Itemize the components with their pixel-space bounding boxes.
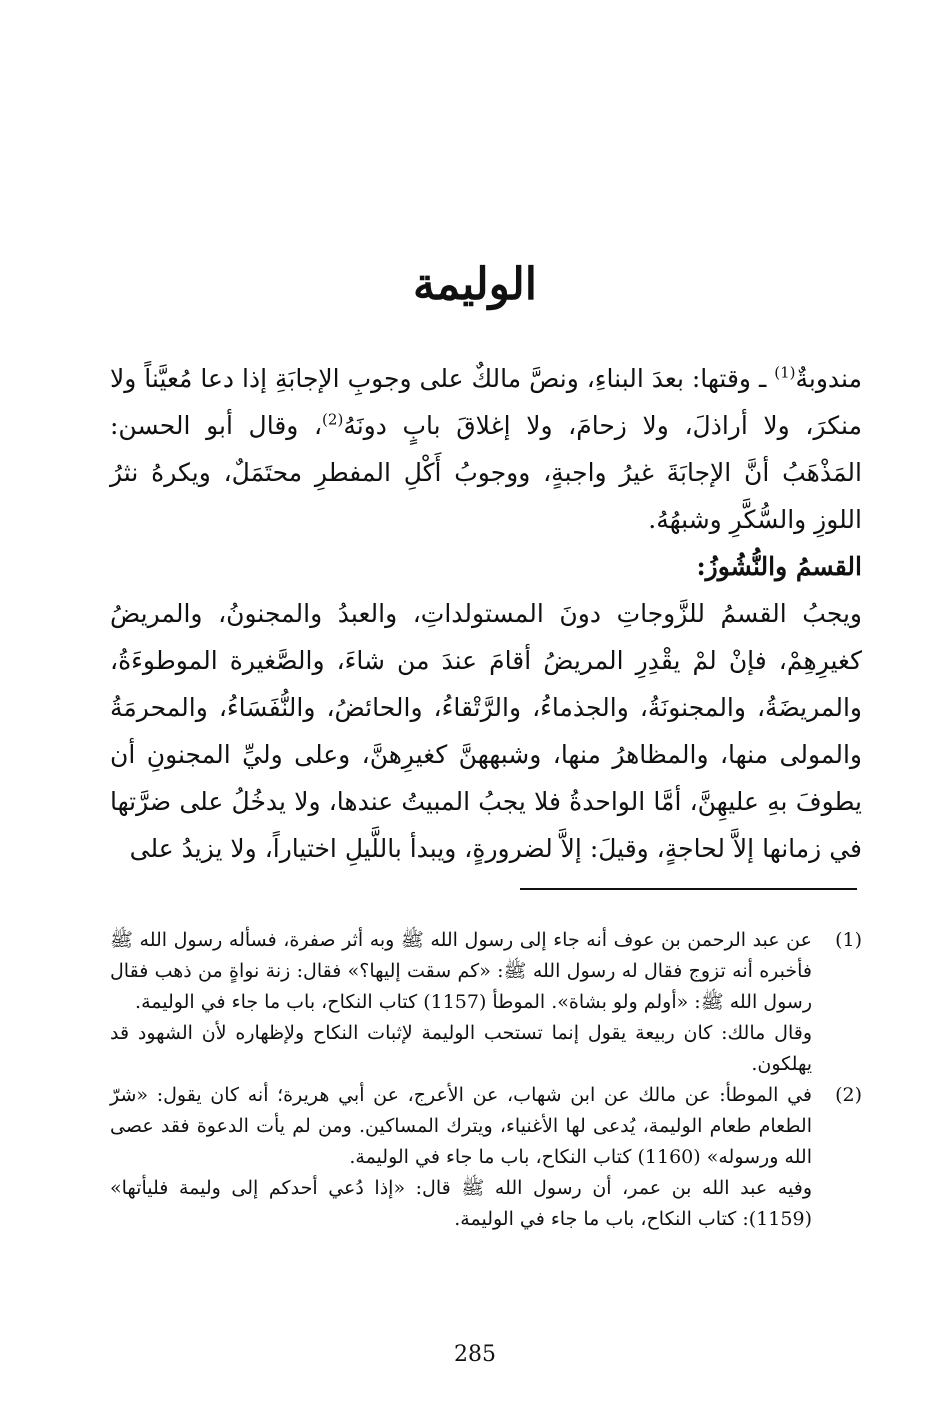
footnote-number: (2) [835, 1084, 862, 1106]
footnote-body [110, 925, 812, 1080]
footnote-text: عن عبد الرحمن بن عوف أنه جاء إلى رسول الله ﷺ وبه أثر صفرة، فسأله رسول الله ﷺ فأخبره أنه تزوج فقال له رسول الله ﷺ: «كم سقت إليها؟» فقال: زنة نواةٍ من ذهب فقال رسول الله ﷺ: «أولم ولو بشاة». الموطأ (1157) كتاب النكاح، باب ما جاء في الوليمة. [110, 929, 812, 1013]
paragraph-1 [110, 355, 862, 543]
footnote-ref-2[interactable]: (2) [322, 410, 344, 429]
main-text [110, 355, 862, 872]
section-subheading: القسمُ والنُّشُوزُ: [696, 552, 862, 581]
paragraph-1-end: ، وقال أبو الحسن: المَذْهَبُ أنَّ الإجابَةَ غيرُ واجبةٍ، ووجوبُ أَكْلِ المفطرِ محتَمَلٌ، ويكرهُ نثرُ اللوزِ والسُّكَّرِ وشبهُهُ. [110, 411, 862, 534]
paragraph-2: ويجبُ القسمُ للزَّوجاتِ دونَ المستولداتِ، والعبدُ والمجنونُ، والمريضُ كغيرِهِمْ، فإنْ لمْ يقْدِرِ المريضُ أقامَ عندَ من شاءَ، والصَّغيرة الموطوءَةُ، والمريضَةُ، والمجنونَةُ، والجذماءُ، والرَّتْقاءُ، والحائضُ، والنُّفَسَاءُ، والمحرمَةُ والمولى منها، والمظاهرُ منها، وشبههنَّ كغيرِهنَّ، وعلى وليِّ المجنونِ أن يطوفَ بهِ عليهِنَّ، أمَّا الواحدةُ فلا يجبُ المبيتُ عندها، ولا يدخُلُ على ضرَّتها في زمانها إلاَّ لحاجةٍ، وقيلَ: إلاَّ لضرورةٍ، ويبدأ باللَّيلِ اختياراً، ولا يزيدُ على [110, 599, 862, 863]
paragraph-1-middle: ـ وقتها: بعدَ البناءِ، ونصَّ مالكٌ على وجوبِ الإجابَةِ إذا دعا مُعيَّناً ولا منكرَ، ولا أراذلَ، ولا زحامَ، ولا إغلاقَ بابٍ دونَهُ [110, 364, 862, 440]
footnote-extra: وقال مالك: كان ربيعة يقول إنما تستحب الوليمة لإثبات النكاح ولإظهاره لأن الشهود قد يهلكون. [110, 1022, 812, 1075]
paragraph-1-start: مندوبةٌ [795, 364, 862, 393]
chapter-title: الوليمة [412, 259, 538, 310]
footnote-extra: وفيه عبد الله بن عمر، أن رسول الله ﷺ قال: «إذا دُعي أحدكم إلى وليمة فليأتها» (1159): كتاب النكاح، باب ما جاء في الوليمة. [110, 1177, 812, 1230]
footnotes [110, 925, 862, 1235]
footnote-body [110, 1080, 812, 1235]
footnote-text: في الموطأ: عن مالك عن ابن شهاب، عن الأعرج، عن أبي هريرة؛ أنه كان يقول: «شرّ الطعام طعام الوليمة، يُدعى لها الأغنياء، ويترك المساكين. ومن لم يأت الدعوة فقد عصى الله ورسوله» (1160) كتاب النكاح، باب ما جاء في الوليمة. [110, 1084, 812, 1168]
footnote-1 [110, 925, 862, 1080]
footnote-divider [520, 888, 857, 890]
footnote-ref-1[interactable]: (1) [774, 363, 796, 382]
footnote-2 [110, 1080, 862, 1235]
page-number: 285 [454, 1342, 496, 1367]
footnote-number: (1) [835, 929, 862, 951]
